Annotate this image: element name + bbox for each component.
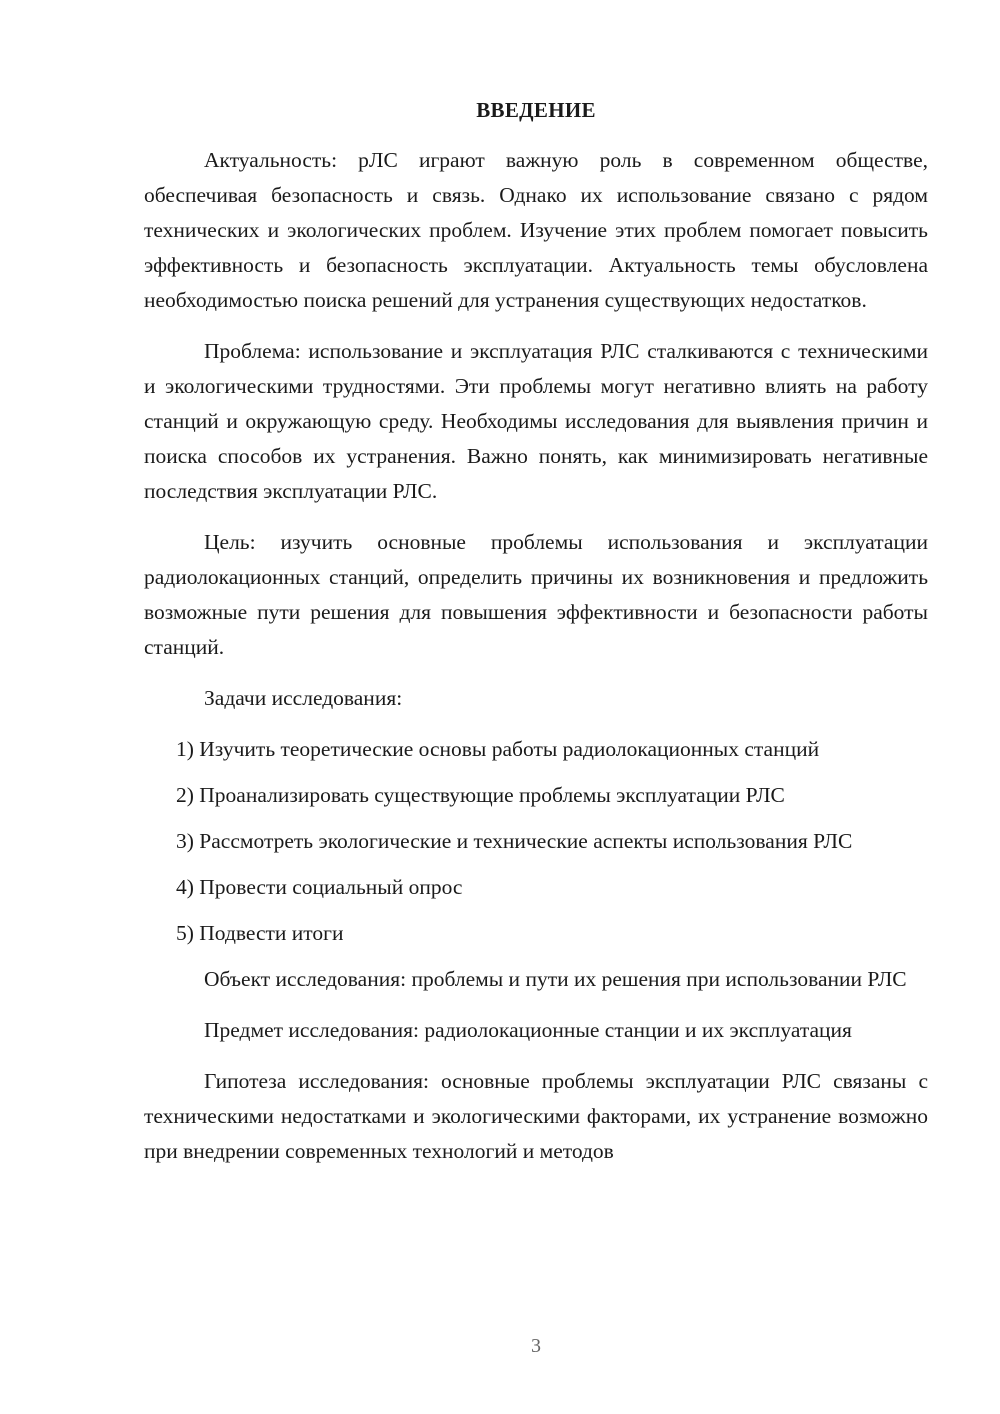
subject-paragraph: Предмет исследования: радиолокационные станции и их эксплуатация — [204, 1018, 852, 1042]
page-number: 3 — [531, 1335, 541, 1357]
object-paragraph: Объект исследования: проблемы и пути их решения при использовании РЛС — [204, 967, 907, 991]
list-item: 2) Проанализировать существующие проблемы эксплуатации РЛС — [176, 783, 785, 807]
document-body — [144, 143, 928, 1185]
hypothesis-paragraph: Гипотеза исследования: основные проблемы эксплуатации РЛС связаны с техническими недостатками и экологическими факторами, их устранение возможно при внедрении современных технологий и методов — [144, 1069, 928, 1163]
page-title: ВВЕДЕНИЕ — [476, 98, 596, 122]
list-item: 5) Подвести итоги — [176, 921, 344, 945]
tasks-heading: Задачи исследования: — [204, 686, 403, 710]
list-item: 4) Провести социальный опрос — [176, 875, 463, 899]
list-item: 1) Изучить теоретические основы работы радиолокационных станций — [176, 737, 820, 761]
list-item: 3) Рассмотреть экологические и технические аспекты использования РЛС — [176, 829, 853, 853]
tasks-list — [144, 732, 928, 951]
relevance-paragraph: Актуальность: рЛС играют важную роль в современном обществе, обеспечивая безопасность и связь. Однако их использование связано с рядом технических и экологических проблем. Изучение этих проблем помогает повысить эффективность и безопасность эксплуатации. Актуальность темы обусловлена необходимостью поиска решений для устранения существующих недостатков. — [144, 148, 928, 312]
problem-paragraph: Проблема: использование и эксплуатация РЛС сталкиваются с техническими и экологическими трудностями. Эти проблемы могут негативно влиять на работу станций и окружающую среду. Необходимы исследования для выявления причин и поиска способов их устранения. Важно понять, как минимизировать негативные последствия эксплуатации РЛС. — [144, 339, 928, 503]
goal-paragraph: Цель: изучить основные проблемы использования и эксплуатации радиолокационных станций, определить причины их возникновения и предложить возможные пути решения для повышения эффективности и безопасности работы станций. — [144, 530, 928, 659]
